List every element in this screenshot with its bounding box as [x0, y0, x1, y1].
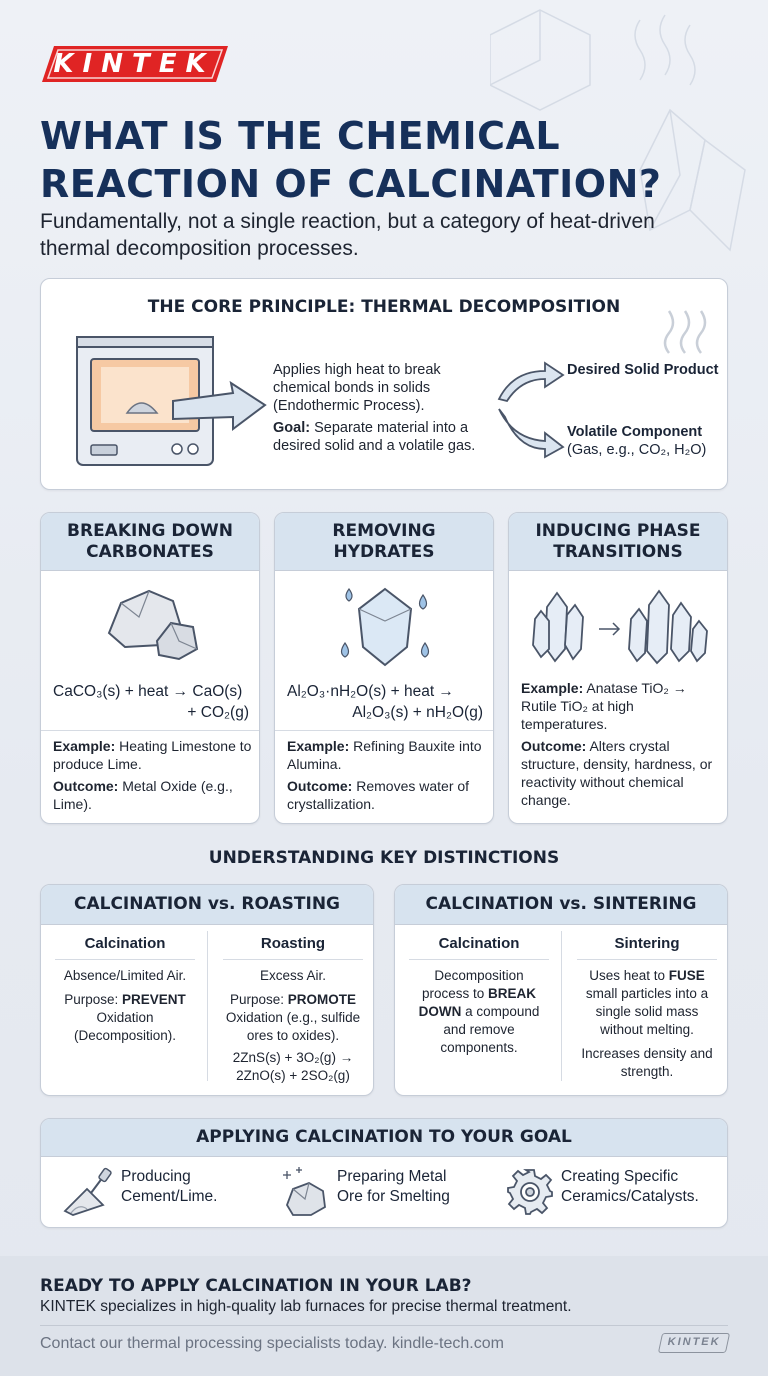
phase-title-line-2: TRANSITIONS	[553, 542, 683, 562]
output-volatile-label: Volatile Component	[567, 424, 703, 440]
carbonates-equation	[53, 681, 249, 723]
hydrates-card-title	[275, 513, 493, 571]
hydrates-card	[274, 512, 494, 824]
roasting-right-purpose	[217, 991, 369, 1045]
carbonates-equation-line-1: CaCO₃(s) + heat → CaO(s)	[53, 683, 243, 700]
roasting-left-purpose	[49, 991, 201, 1045]
carbonates-outcome-label: Outcome:	[53, 778, 119, 794]
output-volatile	[567, 423, 728, 459]
sintering-left-rest: a compound and remove components.	[440, 1004, 540, 1055]
core-goal	[273, 419, 493, 455]
goal-ore-line-2: Ore for Smelting	[337, 1188, 450, 1205]
goal-cement-line-2: Cement/Lime.	[121, 1188, 218, 1205]
divider	[409, 959, 549, 960]
goals-card-title: APPLYING CALCINATION TO YOUR GOAL	[41, 1119, 727, 1157]
sintering-left-pre: Decomposition process to	[421, 968, 524, 1001]
core-principle-card	[40, 278, 728, 490]
hydrates-equation-line-1: Al₂O₃·nH₂O(s) + heat →	[287, 683, 454, 700]
roasting-right-header: Roasting	[260, 935, 326, 952]
sintering-right-header: Sintering	[614, 935, 680, 952]
carbonates-example	[53, 737, 253, 773]
phase-transitions-card	[508, 512, 728, 824]
phase-transitions-card-title	[509, 513, 727, 571]
divider	[223, 959, 363, 960]
page-title	[40, 112, 740, 208]
goal-item-cement	[121, 1167, 217, 1207]
sintering-comparison-card	[394, 884, 728, 1096]
split-arrows-icon	[493, 359, 567, 459]
sintering-left-bold: BREAK DOWN	[418, 986, 537, 1019]
footer-contact-link[interactable]: Contact our thermal processing specialists today. kindle-tech.com	[40, 1335, 504, 1352]
sintering-right-text	[575, 967, 719, 1039]
goal-item-ceramics	[561, 1167, 699, 1207]
sintering-card-title: CALCINATION vs. SINTERING	[395, 885, 727, 925]
divider	[55, 959, 195, 960]
phase-example-text: Anatase TiO₂ → Rutile TiO₂ at high temperatures.	[521, 680, 687, 732]
furnace-icon	[73, 333, 273, 473]
hydrates-example-label: Example:	[287, 738, 350, 754]
roasting-left-purpose-bold: PREVENT	[122, 992, 186, 1007]
output-volatile-detail: (Gas, e.g., CO₂, H₂O)	[567, 442, 707, 458]
carbonates-outcome	[53, 777, 249, 813]
divider	[275, 730, 494, 731]
roasting-equation	[217, 1049, 369, 1085]
goal-ceramics-line-2: Ceramics/Catalysts.	[561, 1188, 699, 1205]
roasting-right-line1: Excess Air.	[259, 968, 327, 983]
sintering-right-bold: FUSE	[668, 968, 705, 983]
phase-outcome-text: Alters crystal structure, density, hardness, or reactivity without chemical change.	[521, 738, 713, 808]
roasting-right-purpose-bold: PROMOTE	[287, 992, 357, 1007]
core-goal-text: Separate material into a desired solid and a volatile gas.	[273, 420, 476, 454]
phase-example	[521, 679, 721, 733]
roasting-left-purpose-rest: Oxidation (Decomposition).	[73, 1010, 177, 1043]
footer-cta-title: READY TO APPLY CALCINATION IN YOUR LAB?	[40, 1276, 472, 1296]
carbonates-card	[40, 512, 260, 824]
column-divider	[561, 931, 562, 1081]
phase-outcome	[521, 737, 721, 809]
hydrates-outcome-text: Removes water of crystallization.	[287, 778, 470, 812]
hydrates-example-text: Refining Bauxite into Alumina.	[287, 738, 482, 772]
logo-text: KINTEK	[53, 49, 215, 79]
sintering-left-text	[409, 967, 549, 1057]
footer-logo[interactable]	[658, 1333, 730, 1353]
hydrates-title-line-2: HYDRATES	[333, 542, 435, 562]
footer-cta-text: KINTEK specializes in high-quality lab furnaces for precise thermal treatment.	[40, 1298, 572, 1315]
roasting-equation-line-2: 2ZnO(s) + 2SO₂(g)	[236, 1068, 350, 1083]
footer-logo-text: KINTEK	[667, 1336, 721, 1348]
carbonates-card-title	[41, 513, 259, 571]
output-solid-product: Desired Solid Product	[567, 362, 719, 378]
ore-icon	[279, 1165, 331, 1217]
phase-title-line-1: INDUCING PHASE	[535, 521, 701, 541]
carbonates-example-text: Heating Limestone to produce Lime.	[53, 738, 252, 772]
goals-card	[40, 1118, 728, 1228]
hydrates-outcome	[287, 777, 483, 813]
goal-cement-line-1: Producing	[121, 1168, 191, 1185]
title-line-1: WHAT IS THE CHEMICAL	[40, 114, 561, 158]
core-principle-title: THE CORE PRINCIPLE: THERMAL DECOMPOSITION	[147, 297, 621, 317]
page-subtitle: Fundamentally, not a single reaction, but a category of heat-driven thermal decomposition processes.	[40, 210, 655, 260]
goal-ore-line-1: Preparing Metal	[337, 1168, 447, 1185]
roasting-comparison-card	[40, 884, 374, 1096]
carbonates-outcome-text: Metal Oxide (e.g., Lime).	[53, 778, 233, 812]
goal-item-ore	[337, 1167, 450, 1207]
crystal-transition-icon	[531, 583, 711, 667]
footer-divider	[40, 1325, 728, 1326]
roasting-left-header: Calcination	[84, 935, 166, 952]
limestone-rocks-icon	[101, 583, 201, 663]
divider	[577, 959, 717, 960]
hydrates-title-line-1: REMOVING	[332, 521, 436, 541]
trowel-icon	[61, 1167, 113, 1217]
carbonates-example-label: Example:	[53, 738, 116, 754]
roasting-right-purpose-pre: Purpose:	[229, 992, 288, 1007]
sintering-right-rest: small particles into a single solid mass without melting.	[585, 986, 709, 1037]
carbonates-title-line-2: CARBONATES	[86, 542, 214, 562]
roasting-equation-line-1: 2ZnS(s) + 3O₂(g) →	[232, 1050, 354, 1065]
phase-outcome-label: Outcome:	[521, 738, 587, 754]
hydrates-example	[287, 737, 487, 773]
roasting-card-title: CALCINATION vs. ROASTING	[41, 885, 373, 925]
hydrates-equation-line-2: Al₂O₃(s) + nH₂O(g)	[352, 704, 483, 721]
hydrates-outcome-label: Outcome:	[287, 778, 353, 794]
footer-band	[0, 1256, 768, 1376]
goal-ceramics-line-1: Creating Specific	[561, 1168, 679, 1185]
distinctions-title: UNDERSTANDING KEY DISTINCTIONS	[208, 848, 560, 868]
carbonates-equation-line-2: + CO₂(g)	[187, 704, 249, 721]
roasting-right-purpose-rest: Oxidation (e.g., sulfide ores to oxides).	[225, 1010, 361, 1043]
hydrates-equation	[287, 681, 483, 723]
carbonates-title-line-1: BREAKING DOWN	[67, 521, 233, 541]
core-goal-label: Goal:	[273, 420, 311, 436]
sintering-right-pre: Uses heat to	[589, 968, 669, 983]
kintek-logo[interactable]	[40, 44, 228, 84]
sintering-right-line2: Increases density and strength.	[581, 1046, 713, 1079]
roasting-left-line1: Absence/Limited Air.	[63, 968, 187, 983]
column-divider	[207, 931, 208, 1081]
divider	[41, 730, 260, 731]
core-description: Applies high heat to break chemical bonds in solids (Endothermic Process).	[273, 362, 441, 414]
title-line-2: REACTION OF CALCINATION?	[40, 162, 662, 206]
steam-icon	[659, 307, 715, 357]
divider	[509, 673, 728, 674]
phase-example-label: Example:	[521, 680, 584, 696]
roasting-left-purpose-pre: Purpose:	[64, 992, 123, 1007]
sintering-left-header: Calcination	[438, 935, 520, 952]
gear-icon	[505, 1167, 555, 1217]
crystal-water-drops-icon	[335, 581, 435, 671]
